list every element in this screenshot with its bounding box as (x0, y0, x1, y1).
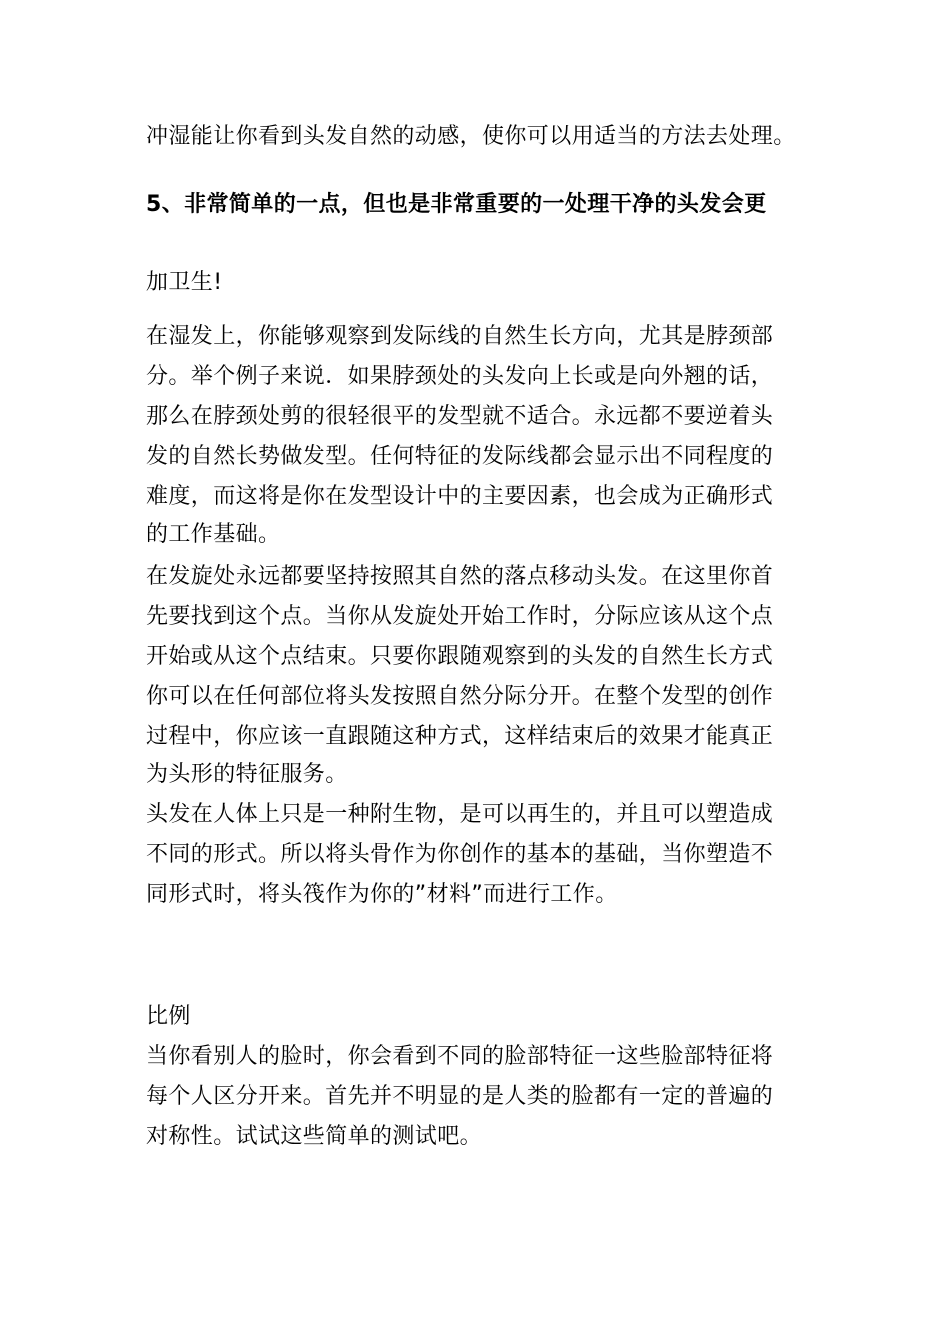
hairline-paragraph-line: 那么在脖颈处剪的很轻很平的发型就不适合。永远都不要逆着头 (146, 404, 774, 429)
point-5-line-2: 加卫生! (146, 270, 223, 295)
whorl-paragraph-line: 为头形的特征服务。 (146, 762, 348, 787)
proportion-paragraph-line: 每个人区分开来。首先并不明显的是人类的脸都有一定的普遍的 (146, 1084, 774, 1109)
whorl-paragraph-line: 你可以在任何部位将头发按照自然分际分开。在整个发型的创作 (146, 684, 774, 709)
material-paragraph-line: 头发在人体上只是一种附生物，是可以再生的，并且可以塑造成 (146, 802, 774, 827)
point-5-line-1: 5、非常简单的一点，但也是非常重要的一处理干净的头发会更 (146, 192, 767, 217)
intro-paragraph: 冲湿能让你看到头发自然的动感，使你可以用适当的方法去处理。 (146, 124, 796, 149)
material-paragraph-line: 同形式时，将头筏作为你的”材料”而进行工作。 (146, 882, 618, 907)
proportion-paragraph-line: 对称性。试试这些简单的测试吧。 (146, 1124, 483, 1149)
material-paragraph-line: 不同的形式。所以将头骨作为你创作的基本的基础，当你塑造不 (146, 842, 774, 867)
proportion-paragraph-line: 当你看别人的脸时，你会看到不同的脸部特征一这些脸部特征将 (146, 1044, 774, 1069)
hairline-paragraph-line: 发的自然长势做发型。任何特征的发际线都会显示出不同程度的 (146, 444, 774, 469)
whorl-paragraph-line: 在发旋处永远都要坚持按照其自然的落点移动头发。在这里你首 (146, 564, 774, 589)
hairline-paragraph-line: 在湿发上，你能够观察到发际线的自然生长方向，尤其是脖颈部 (146, 324, 774, 349)
section-heading-proportion: 比例 (146, 1004, 191, 1029)
hairline-paragraph-line: 难度，而这将是你在发型设计中的主要因素，也会成为正确形式 (146, 484, 774, 509)
hairline-paragraph-line: 分。举个例子来说．如果脖颈处的头发向上长或是向外翘的话， (146, 364, 774, 389)
hairline-paragraph-line: 的工作基础。 (146, 522, 281, 547)
whorl-paragraph-line: 开始或从这个点结束。只要你跟随观察到的头发的自然生长方式 (146, 644, 774, 669)
whorl-paragraph-line: 过程中，你应该一直跟随这种方式，这样结束后的效果才能真正 (146, 724, 774, 749)
whorl-paragraph-line: 先要找到这个点。当你从发旋处开始工作时，分际应该从这个点 (146, 604, 774, 629)
